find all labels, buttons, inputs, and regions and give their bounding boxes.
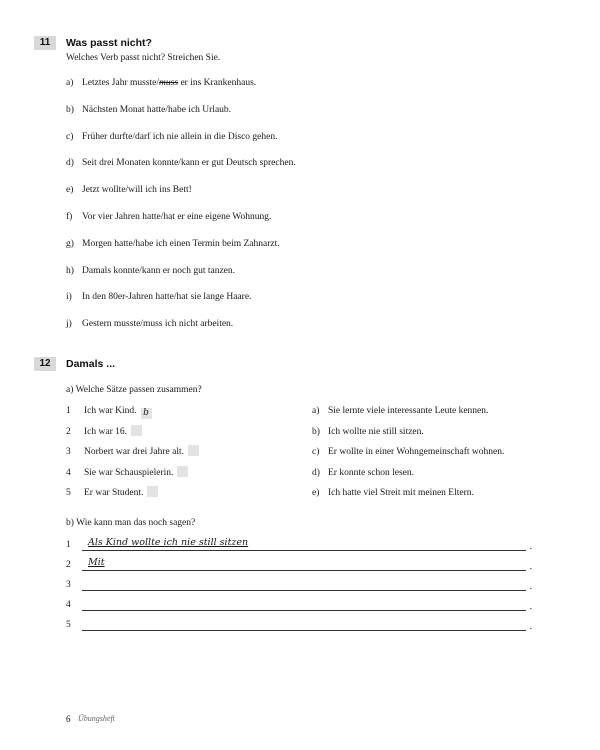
item-text: Damals konnte/kann er noch gut tanzen. (82, 265, 236, 276)
item-number: 1 (66, 406, 71, 416)
page-number: 6 (66, 714, 71, 724)
matching-right-item (312, 404, 488, 418)
exercise-11-item (66, 264, 235, 278)
struck-verb: muss (159, 78, 179, 88)
item-text: Früher durfte/darf ich nie allein in die Disco gehen. (82, 131, 278, 142)
item-label: b) (66, 104, 74, 115)
writing-line[interactable] (82, 590, 526, 591)
item-number: 3 (66, 447, 71, 457)
item-label: e) (66, 185, 74, 196)
matching-right-item (312, 445, 504, 459)
item-label: c) (312, 447, 320, 457)
matching-right-item (312, 425, 424, 439)
handwritten-answer: Mit (88, 557, 105, 568)
writing-line[interactable] (82, 550, 526, 551)
item-label: b) (312, 426, 320, 437)
answer-box[interactable]: b (141, 408, 152, 419)
item-label: i) (66, 292, 72, 303)
item-text: Seit drei Monaten konnte/kann er gut Deutsch sprechen. (82, 158, 296, 169)
item-text: Norbert war drei Jahre alt. (84, 447, 184, 457)
answer-line-row[interactable] (66, 598, 534, 612)
item-text: Jetzt wollte/will ich ins Bett! (82, 185, 192, 196)
exercise-11-item (66, 76, 256, 90)
item-text: Vor vier Jahren hatte/hat er eine eigene Wohnung. (82, 212, 272, 222)
answer-line-row[interactable] (66, 538, 534, 552)
item-label: j) (66, 319, 72, 330)
answer-line-row[interactable] (66, 578, 534, 592)
exercise-12a-instruction: a) Welche Sätze passen zusammen? (66, 385, 202, 395)
line-end-period: . (529, 562, 532, 572)
exercise-11-item (66, 183, 192, 197)
exercise-12b-instruction: b) Wie kann man das noch sagen? (66, 518, 196, 528)
item-text: Gestern musste/muss ich nicht arbeiten. (82, 319, 234, 330)
answer-line-row[interactable] (66, 558, 534, 572)
line-number: 2 (66, 560, 71, 570)
line-number: 4 (66, 600, 71, 610)
item-label: c) (66, 131, 74, 142)
line-end-period: . (529, 582, 532, 592)
item-text: Er konnte schon lesen. (328, 467, 415, 478)
exercise-11-item (66, 237, 280, 251)
item-text: In den 80er-Jahren hatte/hat sie lange Haare. (82, 292, 252, 303)
item-label: a) (66, 78, 74, 88)
exercise-number-12: 12 (34, 357, 56, 371)
item-number: 4 (66, 467, 71, 478)
exercise-11-item (66, 290, 251, 304)
item-number: 5 (66, 488, 71, 498)
item-text: Sie war Schauspielerin. (84, 467, 174, 478)
item-text: Sie lernte viele interessante Leute kennen. (328, 406, 489, 416)
item-text: Ich wollte nie still sitzen. (328, 426, 424, 437)
writing-line[interactable] (82, 610, 526, 611)
exercise-11-item (66, 130, 277, 144)
footer-label: Übungsheft (78, 714, 115, 723)
answer-box[interactable] (188, 445, 199, 456)
item-label: d) (312, 467, 320, 478)
item-text: Nächsten Monat hatte/habe ich Urlaub. (82, 104, 232, 115)
answer-box[interactable] (177, 466, 188, 477)
writing-line[interactable] (82, 630, 526, 631)
matching-left-item (66, 404, 152, 418)
item-label: h) (66, 265, 74, 276)
exercise-11-instruction: Welches Verb passt nicht? Streichen Sie. (66, 53, 221, 63)
exercise-number-11: 11 (34, 36, 56, 50)
matching-left-item (66, 425, 142, 439)
line-number: 1 (66, 540, 71, 550)
item-label: f) (66, 212, 73, 222)
matching-left-item (66, 486, 158, 500)
exercise-11-item (66, 103, 231, 117)
item-text: Morgen hatte/habe ich einen Termin beim Zahnarzt. (82, 238, 280, 249)
exercise-11-item (66, 317, 233, 331)
exercise-12-title: Damals ... (66, 358, 116, 370)
answer-line-row[interactable] (66, 618, 534, 632)
item-text: Ich war 16. (84, 426, 127, 437)
answer-box[interactable] (131, 425, 142, 436)
item-number: 2 (66, 426, 71, 437)
item-text: Ich war Kind. (84, 406, 137, 416)
exercise-11-title: Was passt nicht? (66, 37, 152, 49)
line-end-period: . (529, 542, 532, 552)
item-text-end: er ins Krankenhaus. (178, 78, 257, 88)
matching-left-item (66, 466, 188, 480)
matching-right-item (312, 466, 414, 480)
exercise-11-item (66, 156, 296, 170)
exercise-11-item (66, 210, 271, 224)
matching-left-item (66, 445, 199, 459)
item-text: Ich hatte viel Streit mit meinen Eltern. (328, 488, 474, 498)
item-label: a) (312, 406, 320, 416)
handwritten-answer: Als Kind wollte ich nie still sitzen (88, 537, 249, 548)
item-label: e) (312, 488, 320, 498)
matching-right-item (312, 486, 474, 500)
writing-line[interactable] (82, 570, 526, 571)
answer-box[interactable] (147, 486, 158, 497)
item-text: Letztes Jahr musste/ (82, 78, 160, 88)
line-number: 3 (66, 580, 71, 590)
item-label: g) (66, 238, 74, 249)
item-text: Er war Student. (84, 488, 144, 498)
line-end-period: . (529, 622, 532, 632)
line-end-period: . (529, 602, 532, 612)
line-number: 5 (66, 620, 71, 630)
item-label: d) (66, 158, 74, 169)
item-text: Er wollte in einer Wohngemeinschaft wohnen. (328, 447, 505, 457)
